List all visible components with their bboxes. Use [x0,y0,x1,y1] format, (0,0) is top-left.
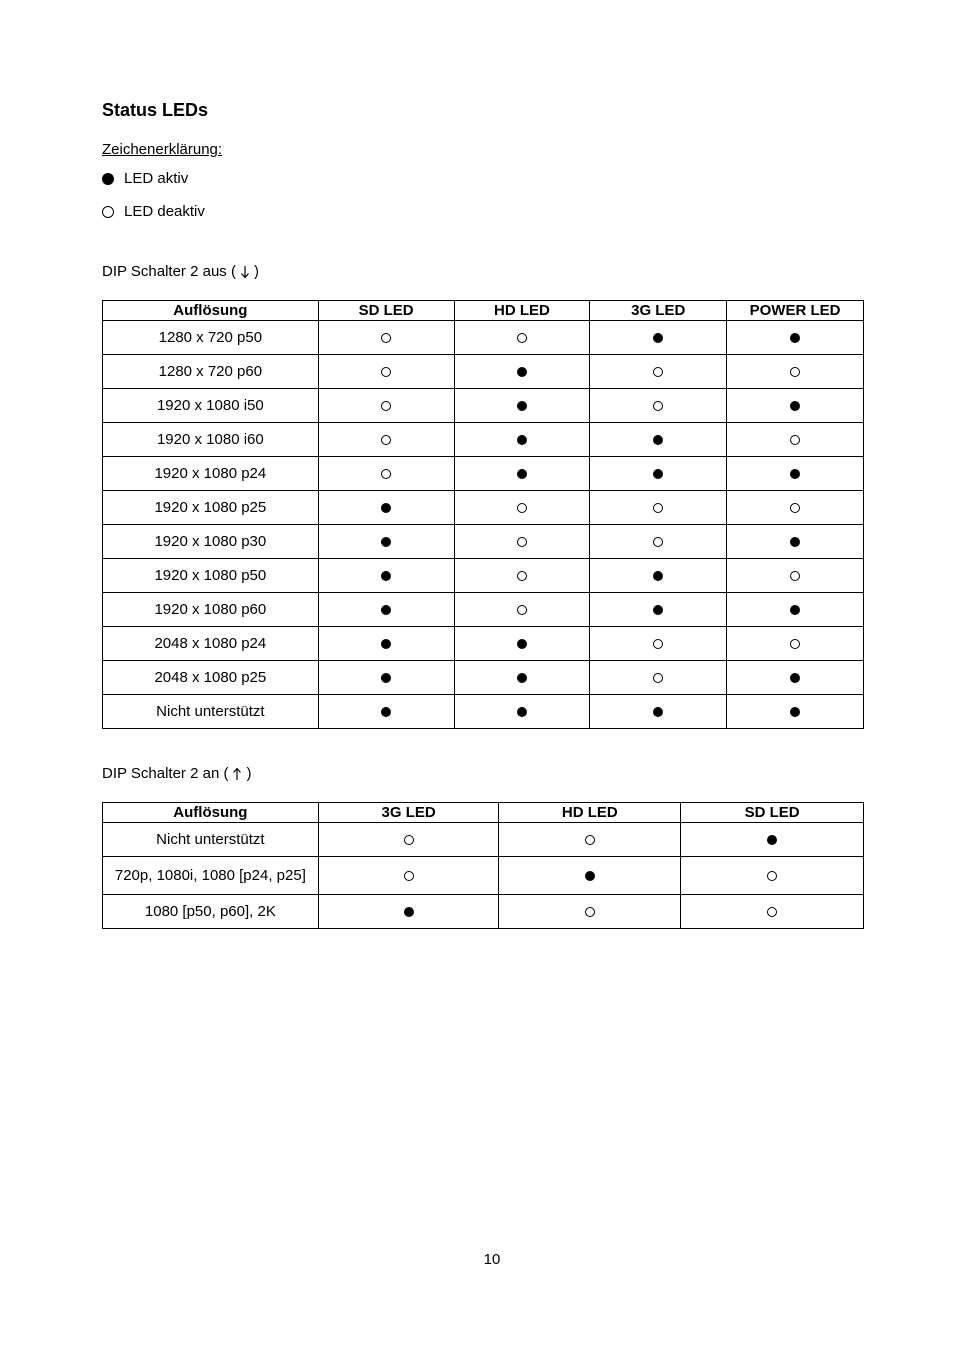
resolution-cell: Nicht unterstützt [103,823,319,857]
led-status-cell [590,389,727,423]
hollow-circle-icon [517,571,527,581]
led-status-cell [590,559,727,593]
led-status-cell [318,559,454,593]
hollow-circle-icon [653,401,663,411]
filled-circle-icon [517,673,527,683]
hollow-circle-icon [517,605,527,615]
section-heading-dip-off [102,263,259,281]
led-status-cell [318,355,454,389]
hollow-circle-icon [653,673,663,683]
filled-circle-icon [517,469,527,479]
hollow-circle-icon [653,367,663,377]
legend-heading: Zeichenerklärung: [102,141,223,158]
led-status-cell [727,457,864,491]
led-status-cell [727,661,864,695]
led-status-cell [318,593,454,627]
hollow-circle-icon [653,537,663,547]
column-header: Auflösung [103,301,319,321]
filled-circle-icon [517,639,527,649]
hollow-circle-icon [653,503,663,513]
led-status-cell [318,627,454,661]
filled-circle-icon [790,401,800,411]
table-row [103,423,864,457]
led-status-cell [318,525,454,559]
led-status-cell [681,895,864,929]
led-status-cell [590,695,727,729]
table-row [103,525,864,559]
led-status-cell [318,895,499,929]
filled-circle-icon [381,503,391,513]
filled-circle-icon [381,571,391,581]
led-status-cell [454,627,590,661]
hollow-circle-icon [790,367,800,377]
led-status-cell [499,857,681,895]
resolution-cell: 1920 x 1080 p30 [103,525,319,559]
column-header: SD LED [318,301,454,321]
led-status-cell [454,695,590,729]
resolution-cell: 1920 x 1080 p60 [103,593,319,627]
filled-circle-icon [653,333,663,343]
resolution-cell: 1280 x 720 p60 [103,355,319,389]
page-title: Status LEDs [102,100,209,120]
led-status-cell [727,695,864,729]
legend-inactive-label: LED deaktiv [124,203,205,220]
resolution-cell: 1920 x 1080 i60 [103,423,319,457]
resolution-cell: 1280 x 720 p50 [103,321,319,355]
table-row [103,627,864,661]
filled-circle-icon [653,707,663,717]
filled-circle-icon [381,673,391,683]
led-status-cell [681,857,864,895]
section-on-label-before: DIP Schalter 2 an ( [102,765,229,782]
hollow-circle-icon [381,401,391,411]
led-status-cell [454,661,590,695]
led-status-cell [727,559,864,593]
led-status-cell [454,559,590,593]
hollow-circle-icon [517,333,527,343]
led-status-cell [454,423,590,457]
filled-circle-icon [790,605,800,615]
led-status-cell [590,627,727,661]
legend-active-label: LED aktiv [124,170,189,187]
hollow-circle-icon [585,907,595,917]
led-status-cell [727,423,864,457]
led-status-cell [318,389,454,423]
led-status-cell [590,661,727,695]
led-status-cell [727,593,864,627]
resolution-cell: 720p, 1080i, 1080 [p24, p25] [103,857,319,895]
hollow-circle-icon [517,503,527,513]
column-header: 3G LED [590,301,727,321]
led-status-cell [590,423,727,457]
filled-circle-icon [381,639,391,649]
led-status-cell [454,491,590,525]
led-status-cell [590,321,727,355]
hollow-circle-icon [404,835,414,845]
filled-circle-icon [653,469,663,479]
column-header: Auflösung [103,803,319,823]
led-status-cell [454,355,590,389]
filled-circle-icon [790,469,800,479]
column-header: SD LED [681,803,864,823]
led-status-cell [590,491,727,525]
section-heading-dip-on [102,765,251,783]
hollow-circle-icon [767,907,777,917]
filled-circle-icon [517,401,527,411]
table-row [103,491,864,525]
filled-circle-icon [790,673,800,683]
hollow-circle-icon [585,835,595,845]
led-status-cell [454,457,590,491]
led-status-cell [318,321,454,355]
filled-circle-icon [381,537,391,547]
resolution-cell: 2048 x 1080 p25 [103,661,319,695]
table-row [103,857,864,895]
resolution-cell: 1920 x 1080 i50 [103,389,319,423]
led-status-cell [318,457,454,491]
table-row [103,661,864,695]
column-header: HD LED [454,301,590,321]
led-status-cell [318,857,499,895]
hollow-circle-icon [790,571,800,581]
led-status-cell [454,593,590,627]
hollow-circle-icon [517,537,527,547]
hollow-circle-icon [790,435,800,445]
column-header: HD LED [499,803,681,823]
led-status-cell [318,661,454,695]
table-row [103,355,864,389]
table-row [103,559,864,593]
led-status-cell [318,491,454,525]
led-status-cell [318,695,454,729]
filled-circle-icon [517,707,527,717]
filled-circle-icon [790,333,800,343]
filled-circle-icon [404,907,414,917]
filled-circle-icon [767,835,777,845]
filled-circle-icon [517,435,527,445]
led-status-cell [454,389,590,423]
down-arrow-icon [240,265,250,279]
hollow-circle-icon [381,367,391,377]
table-row [103,593,864,627]
led-status-cell [590,525,727,559]
resolution-cell: 2048 x 1080 p24 [103,627,319,661]
filled-circle-icon [517,367,527,377]
filled-circle-icon [790,707,800,717]
filled-circle-icon [653,435,663,445]
table-row [103,321,864,355]
led-status-cell [727,389,864,423]
table-row [103,695,864,729]
filled-circle-icon [653,571,663,581]
resolution-cell: 1080 [p50, p60], 2K [103,895,319,929]
resolution-cell: 1920 x 1080 p24 [103,457,319,491]
filled-circle-icon [585,871,595,881]
table-row [103,457,864,491]
led-status-cell [499,823,681,857]
filled-circle-icon [381,707,391,717]
led-status-cell [681,823,864,857]
hollow-circle-icon [404,871,414,881]
up-arrow-icon [232,767,242,781]
table-row [103,895,864,929]
filled-circle-icon [102,173,114,185]
table-header-row [103,803,864,823]
column-header: POWER LED [727,301,864,321]
hollow-circle-icon [653,639,663,649]
led-status-cell [727,525,864,559]
resolution-cell: Nicht unterstützt [103,695,319,729]
hollow-circle-icon [102,206,114,218]
filled-circle-icon [653,605,663,615]
hollow-circle-icon [790,639,800,649]
hollow-circle-icon [767,871,777,881]
table-row [103,389,864,423]
column-header: 3G LED [318,803,499,823]
led-status-cell [590,457,727,491]
section-off-label-before: DIP Schalter 2 aus ( [102,263,236,280]
led-status-cell [318,823,499,857]
section-off-label-after: ) [253,263,259,280]
section-on-label-after: ) [246,765,252,782]
led-status-cell [454,321,590,355]
resolution-cell: 1920 x 1080 p25 [103,491,319,525]
led-status-cell [499,895,681,929]
filled-circle-icon [381,605,391,615]
led-table-dip-on [102,802,864,929]
filled-circle-icon [790,537,800,547]
page-number: 10 [483,1251,501,1268]
led-status-cell [727,491,864,525]
led-status-cell [727,321,864,355]
hollow-circle-icon [381,435,391,445]
led-status-cell [590,593,727,627]
hollow-circle-icon [381,469,391,479]
led-status-cell [454,525,590,559]
led-status-cell [590,355,727,389]
hollow-circle-icon [790,503,800,513]
table-header-row [103,301,864,321]
resolution-cell: 1920 x 1080 p50 [103,559,319,593]
led-status-cell [727,355,864,389]
led-status-cell [727,627,864,661]
led-table-dip-off [102,300,864,729]
table-row [103,823,864,857]
hollow-circle-icon [381,333,391,343]
led-status-cell [318,423,454,457]
legend-item-inactive [102,203,205,221]
legend-item-active [102,170,188,188]
